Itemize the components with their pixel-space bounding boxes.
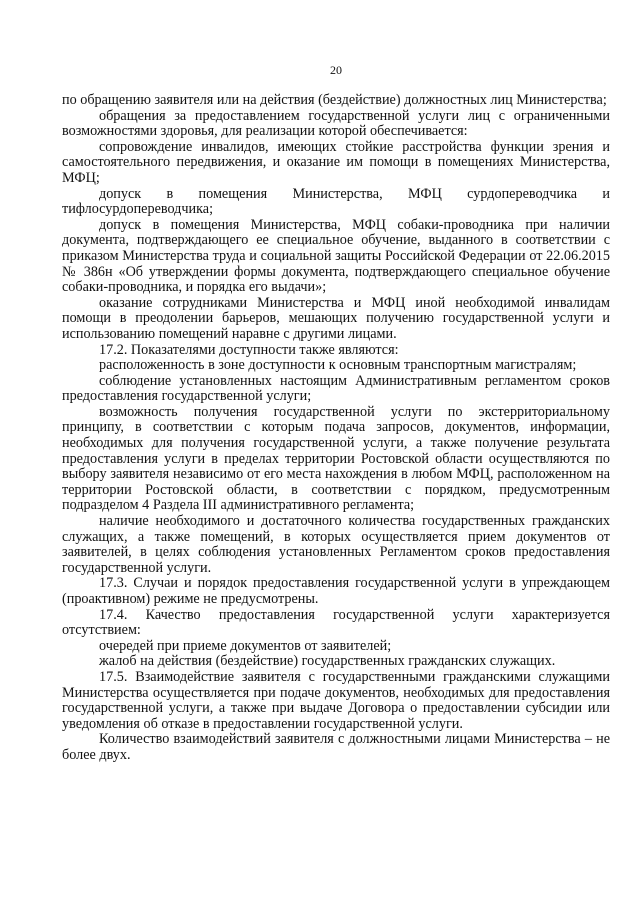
paragraph: 17.4. Качество предоставления государственной услуги характеризуется отсутствием: [62, 606, 610, 639]
paragraph: по обращению заявителя или на действия (бездействие) должностных лиц Министерства; [62, 92, 607, 108]
paragraph: оказание сотрудниками Министерства и МФЦ иной необходимой инвалидам помощи в преодолении барьеров, мешающих получению государственной услуги и использованию помещений наравне с другими лицами. [62, 294, 610, 342]
paragraph: 17.3. Случаи и порядок предоставления государственной услуги в упреждающем (проактивном) режиме не предусмотрены. [62, 575, 610, 607]
paragraph: расположенность в зоне доступности к основным транспортным магистралям; [99, 357, 577, 374]
page-number: 20 [330, 63, 342, 77]
paragraph: обращения за предоставлением государственной услуги лиц с ограниченными возможностями здоровья, для реализации которой обеспечивается: [62, 107, 610, 140]
paragraph: Количество взаимодействий заявителя с должностными лицами Министерства – не более двух. [62, 731, 610, 763]
paragraph: жалоб на действия (бездействие) государственных гражданских служащих. [99, 653, 556, 670]
paragraph: сопровождение инвалидов, имеющих стойкие расстройства функции зрения и самостоятельного передвижения, и оказание им помощи в помещениях Министерства, МФЦ; [62, 138, 610, 186]
document-body [62, 93, 610, 764]
paragraph: допуск в помещения Министерства, МФЦ собаки-проводника при наличии документа, подтверждающего ее специальное обучение, выданного в соответствии с приказом Министерства труда и социальной защиты Российской Федерации от 22.06.2015 № 386н «Об утверждении формы документа, подтверждающего специальное обучение собаки-проводника, и порядка его выдачи»; [62, 216, 610, 296]
paragraph: соблюдение установленных настоящим Административным регламентом сроков предоставления государственной услуги; [62, 372, 610, 405]
paragraph: возможность получения государственной услуги по экстерриториальному принципу, в соответствии с которым подача запросов, документов, информации, необходимых для получения государственной услуги, а также получение результата предоставления услуги в пределах территории Ростовской области осуществляются по выбору заявителя независимо от его места нахождения в любом МФЦ, расположенном на территории Ростовской области, в соответствии с порядком, предусмотренным подразделом 4 Раздела III административного регламента; [62, 403, 610, 514]
paragraph: наличие необходимого и достаточного количества государственных гражданских служащих, а также помещений, в которых осуществляется прием документов от заявителей, в целях соблюдения установленных Регламентом сроков предоставления государственной услуги. [62, 513, 610, 576]
paragraph: 17.5. Взаимодействие заявителя с государственными гражданскими служащими Министерства осуществляется при подаче документов, необходимых для предоставления государственной услуги, а также при выдаче Договора о предоставлении субсидии или уведомления об отказе в предоставлении государственной услуги. [62, 668, 610, 732]
paragraph: 17.2. Показателями доступности также являются: [99, 341, 399, 358]
paragraph: допуск в помещения Министерства, МФЦ сурдопереводчика и тифлосурдопереводчика; [62, 185, 610, 218]
paragraph: очередей при приеме документов от заявителей; [99, 637, 392, 654]
